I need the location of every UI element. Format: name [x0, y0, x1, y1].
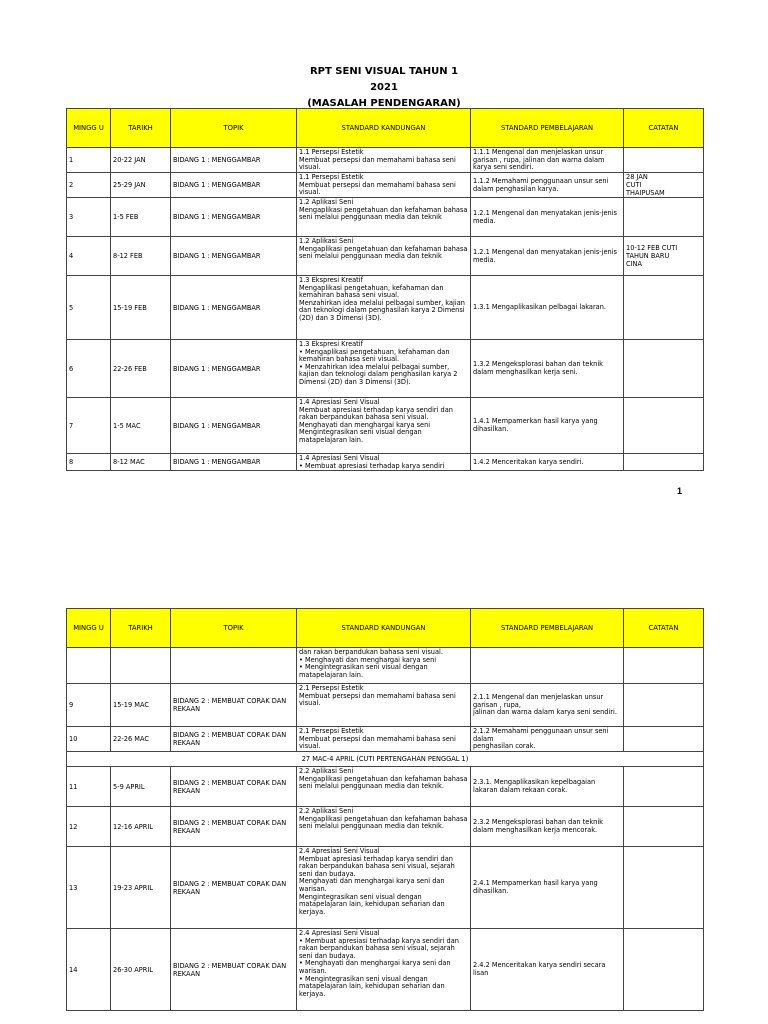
cell-kandungan: 2.1 Persepsi Estetik Membuat persepsi dan memahami bahasa seni visual.: [297, 727, 471, 752]
cell-tarikh: [111, 648, 171, 684]
header-tarikh: TARIKH: [111, 609, 171, 648]
cell-tarikh: 15-19 MAC: [111, 684, 171, 727]
cell-catatan: [624, 727, 704, 752]
cell-minggu: 11: [67, 767, 111, 807]
rpt-table-page-2: [66, 608, 704, 1011]
cell-kandungan: 1.4 Apresiasi Seni Visual Membuat apresiasi terhadap karya sendiri dan rakan berpandukan bahasa seni visual. Menghayati dan menghargai karya seni Mengintegrasikan seni visual dengan matapelajaran lain.: [297, 398, 471, 454]
cell-kandungan: 1.2 Aplikasi Seni Mengaplikasi pengetahuan dan kefahaman bahasa seni melalui penggunaan media dan teknik: [297, 237, 471, 276]
table-body: [67, 648, 704, 1011]
cell-kandungan: 1.2 Aplikasi Seni Mengaplikasi pengetahuan dan kefahaman bahasa seni melalui penggunaan media dan teknik: [297, 198, 471, 237]
cell-topik: BIDANG 2 : MEMBUAT CORAK DAN REKAAN: [171, 684, 297, 727]
header-standard-kandungan: STANDARD KANDUNGAN: [297, 109, 471, 148]
cell-topik: BIDANG 1 : MENGGAMBAR: [171, 173, 297, 198]
cell-catatan: [624, 648, 704, 684]
table-row: [67, 929, 704, 1011]
cell-tarikh: 1-5 MAC: [111, 398, 171, 454]
cell-kandungan: 2.2 Aplikasi Seni Mengaplikasi pengetahuan dan kefahaman bahasa seni melalui penggunaan media dan teknik.: [297, 807, 471, 847]
header-standard-kandungan: STANDARD KANDUNGAN: [297, 609, 471, 648]
table-row: [67, 767, 704, 807]
cell-catatan: [624, 684, 704, 727]
cell-minggu: 1: [67, 148, 111, 173]
table-row: [67, 198, 704, 237]
cell-topik: BIDANG 2 : MEMBUAT CORAK DAN REKAAN: [171, 847, 297, 929]
header-minggu: MINGG U: [67, 109, 111, 148]
cell-kandungan: 1.1 Persepsi Estetik Membuat persepsi dan memahami bahasa seni visual.: [297, 148, 471, 173]
cell-minggu: [67, 648, 111, 684]
cell-tarikh: 1-5 FEB: [111, 198, 171, 237]
table-row: [67, 807, 704, 847]
cell-pembelajaran: 1.4.2 Menceritakan karya sendiri.: [471, 454, 624, 471]
table-row: [67, 398, 704, 454]
table-row-continuation: [67, 648, 704, 684]
cell-topik: BIDANG 1 : MENGGAMBAR: [171, 454, 297, 471]
cell-catatan: [624, 929, 704, 1011]
cell-kandungan: dan rakan berpandukan bahasa seni visual. • Menghayati dan menghargai karya seni • Mengintegrasikan seni visual dengan matapelajaran lain.: [297, 648, 471, 684]
cell-pembelajaran: [471, 648, 624, 684]
cell-tarikh: 20-22 JAN: [111, 148, 171, 173]
cell-minggu: 13: [67, 847, 111, 929]
cell-kandungan: 1.4 Apresiasi Seni Visual • Membuat apresiasi terhadap karya sendiri: [297, 454, 471, 471]
holiday-note: 27 MAC-4 APRIL (CUTI PERTENGAHAN PENGGAL 1): [67, 752, 704, 767]
title-line-3: (MASALAH PENDENGARAN): [307, 98, 461, 109]
table-row: [67, 684, 704, 727]
holiday-row: [67, 752, 704, 767]
cell-topik: BIDANG 1 : MENGGAMBAR: [171, 148, 297, 173]
cell-tarikh: 8-12 MAC: [111, 454, 171, 471]
cell-pembelajaran: 1.4.1 Mempamerkan hasil karya yang dihasilkan.: [471, 398, 624, 454]
rpt-table-page-1: [66, 108, 704, 471]
cell-catatan: [624, 847, 704, 929]
cell-pembelajaran: 2.3.1. Mengaplikasikan kepelbagaian lakaran dalam rekaan corak.: [471, 767, 624, 807]
title-line-2: 2021: [370, 82, 398, 93]
cell-catatan: [624, 148, 704, 173]
table-row: [67, 847, 704, 929]
cell-pembelajaran: 1.3.2 Mengeksplorasi bahan dan teknik dalam menghasilkan kerja seni.: [471, 340, 624, 398]
cell-pembelajaran: 1.3.1 Mengaplikasikan pelbagai lakaran.: [471, 276, 624, 340]
cell-catatan: [624, 767, 704, 807]
cell-catatan: [624, 198, 704, 237]
table-row: [67, 237, 704, 276]
header-catatan: CATATAN: [624, 109, 704, 148]
cell-topik: BIDANG 1 : MENGGAMBAR: [171, 237, 297, 276]
table-header-row: [67, 609, 704, 648]
cell-pembelajaran: 2.4.1 Mempamerkan hasil karya yang dihasilkan.: [471, 847, 624, 929]
table-row: [67, 454, 704, 471]
cell-catatan: [624, 398, 704, 454]
header-topik: TOPIK: [171, 609, 297, 648]
document-title: [0, 64, 768, 112]
page-number: 1: [677, 486, 683, 496]
cell-catatan: [624, 807, 704, 847]
cell-tarikh: 8-12 FEB: [111, 237, 171, 276]
cell-pembelajaran: 2.4.2 Menceritakan karya sendiri secara lisan: [471, 929, 624, 1011]
cell-topik: [171, 648, 297, 684]
cell-pembelajaran: 2.3.2 Mengeksplorasi bahan dan teknik dalam menghasilkan kerja mencorak.: [471, 807, 624, 847]
cell-catatan: [624, 276, 704, 340]
cell-catatan: [624, 340, 704, 398]
header-standard-pembelajaran: STANDARD PEMBELAJARAN: [471, 609, 624, 648]
table-header-row: [67, 109, 704, 148]
header-standard-pembelajaran: STANDARD PEMBELAJARAN: [471, 109, 624, 148]
cell-pembelajaran: 2.1.1 Mengenal dan menjelaskan unsur garisan , rupa, jalinan dan warna dalam karya seni sendiri.: [471, 684, 624, 727]
header-topik: TOPIK: [171, 109, 297, 148]
cell-minggu: 9: [67, 684, 111, 727]
cell-pembelajaran: 2.1.2 Memahami penggunaan unsur seni dalam penghasilan corak.: [471, 727, 624, 752]
cell-topik: BIDANG 1 : MENGGAMBAR: [171, 398, 297, 454]
cell-kandungan: 1.3 Ekspresi Kreatif • Mengaplikasi pengetahuan, kefahaman dan kemahiran bahasa seni visual. • Menzahirkan idea melalui pelbagai sumber, kajian dan teknologi dalam penghasilan karya 2 Dimensi (2D) dan 3 Dimensi (3D).: [297, 340, 471, 398]
cell-minggu: 12: [67, 807, 111, 847]
cell-minggu: 8: [67, 454, 111, 471]
cell-minggu: 10: [67, 727, 111, 752]
cell-kandungan: 1.3 Ekspresi Kreatif Mengaplikasi pengetahuan, kefahaman dan kemahiran bahasa seni visual. Menzahirkan idea melalui pelbagai sumber, kajian dan teknologi dalam penghasilan karya 2 Dimensi (2D) dan 3 Dimensi (3D).: [297, 276, 471, 340]
cell-kandungan: 2.4 Apresiasi Seni Visual Membuat apresiasi terhadap karya sendiri dan rakan berpandukan bahasa seni visual, sejarah seni dan budaya. Menghayati dan menghargai karya seni dan warisan. Mengintegrasikan seni visual dengan matapelajaran lain, kehidupan seharian dan kerjaya.: [297, 847, 471, 929]
cell-topik: BIDANG 2 : MEMBUAT CORAK DAN REKAAN: [171, 807, 297, 847]
header-minggu: MINGG U: [67, 609, 111, 648]
cell-kandungan: 2.4 Apresiasi Seni Visual • Membuat apresiasi terhadap karya sendiri dan rakan berpandukan bahasa seni visual, sejarah seni dan budaya. • Menghayati dan menghargai karya seni dan warisan. • Mengintegrasikan seni visual dengan matapelajaran lain, kehidupan seharian dan kerjaya.: [297, 929, 471, 1011]
table-row: [67, 148, 704, 173]
cell-catatan: [624, 454, 704, 471]
table-row: [67, 276, 704, 340]
cell-pembelajaran: 1.1.2 Memahami penggunaan unsur seni dalam penghasilan karya.: [471, 173, 624, 198]
cell-pembelajaran: 1.2.1 Mengenal dan menyatakan jenis-jenis media.: [471, 237, 624, 276]
cell-catatan: 28 JAN CUTI THAIPUSAM: [624, 173, 704, 198]
table-row: [67, 727, 704, 752]
cell-topik: BIDANG 2 : MEMBUAT CORAK DAN REKAAN: [171, 767, 297, 807]
cell-minggu: 5: [67, 276, 111, 340]
cell-pembelajaran: 1.2.1 Mengenal dan menyatakan jenis-jenis media.: [471, 198, 624, 237]
cell-minggu: 4: [67, 237, 111, 276]
cell-tarikh: 26-30 APRIL: [111, 929, 171, 1011]
table-body: [67, 148, 704, 471]
cell-tarikh: 25-29 JAN: [111, 173, 171, 198]
cell-catatan: 10-12 FEB CUTI TAHUN BARU CINA: [624, 237, 704, 276]
cell-minggu: 6: [67, 340, 111, 398]
cell-topik: BIDANG 2 : MEMBUAT CORAK DAN REKAAN: [171, 727, 297, 752]
title-line-1: RPT SENI VISUAL TAHUN 1: [309, 66, 459, 77]
header-tarikh: TARIKH: [111, 109, 171, 148]
table-row: [67, 340, 704, 398]
cell-minggu: 14: [67, 929, 111, 1011]
cell-tarikh: 15-19 FEB: [111, 276, 171, 340]
cell-kandungan: 2.2 Aplikasi Seni Mengaplikasi pengetahuan dan kefahaman bahasa seni melalui penggunaan media dan teknik.: [297, 767, 471, 807]
cell-topik: BIDANG 1 : MENGGAMBAR: [171, 340, 297, 398]
cell-topik: BIDANG 1 : MENGGAMBAR: [171, 276, 297, 340]
cell-kandungan: 2.1 Persepsi Estetik Membuat persepsi dan memahami bahasa seni visual.: [297, 684, 471, 727]
cell-tarikh: 22-26 MAC: [111, 727, 171, 752]
cell-topik: BIDANG 2 : MEMBUAT CORAK DAN REKAAN: [171, 929, 297, 1011]
cell-tarikh: 12-16 APRIL: [111, 807, 171, 847]
cell-minggu: 3: [67, 198, 111, 237]
cell-topik: BIDANG 1 : MENGGAMBAR: [171, 198, 297, 237]
cell-tarikh: 19-23 APRIL: [111, 847, 171, 929]
cell-tarikh: 22-26 FEB: [111, 340, 171, 398]
cell-minggu: 2: [67, 173, 111, 198]
cell-kandungan: 1.1 Persepsi Estetik Membuat persepsi dan memahami bahasa seni visual.: [297, 173, 471, 198]
cell-tarikh: 5-9 APRIL: [111, 767, 171, 807]
table-row: [67, 173, 704, 198]
header-catatan: CATATAN: [624, 609, 704, 648]
cell-minggu: 7: [67, 398, 111, 454]
cell-pembelajaran: 1.1.1 Mengenal dan menjelaskan unsur garisan , rupa, jalinan dan warna dalam karya seni sendiri.: [471, 148, 624, 173]
